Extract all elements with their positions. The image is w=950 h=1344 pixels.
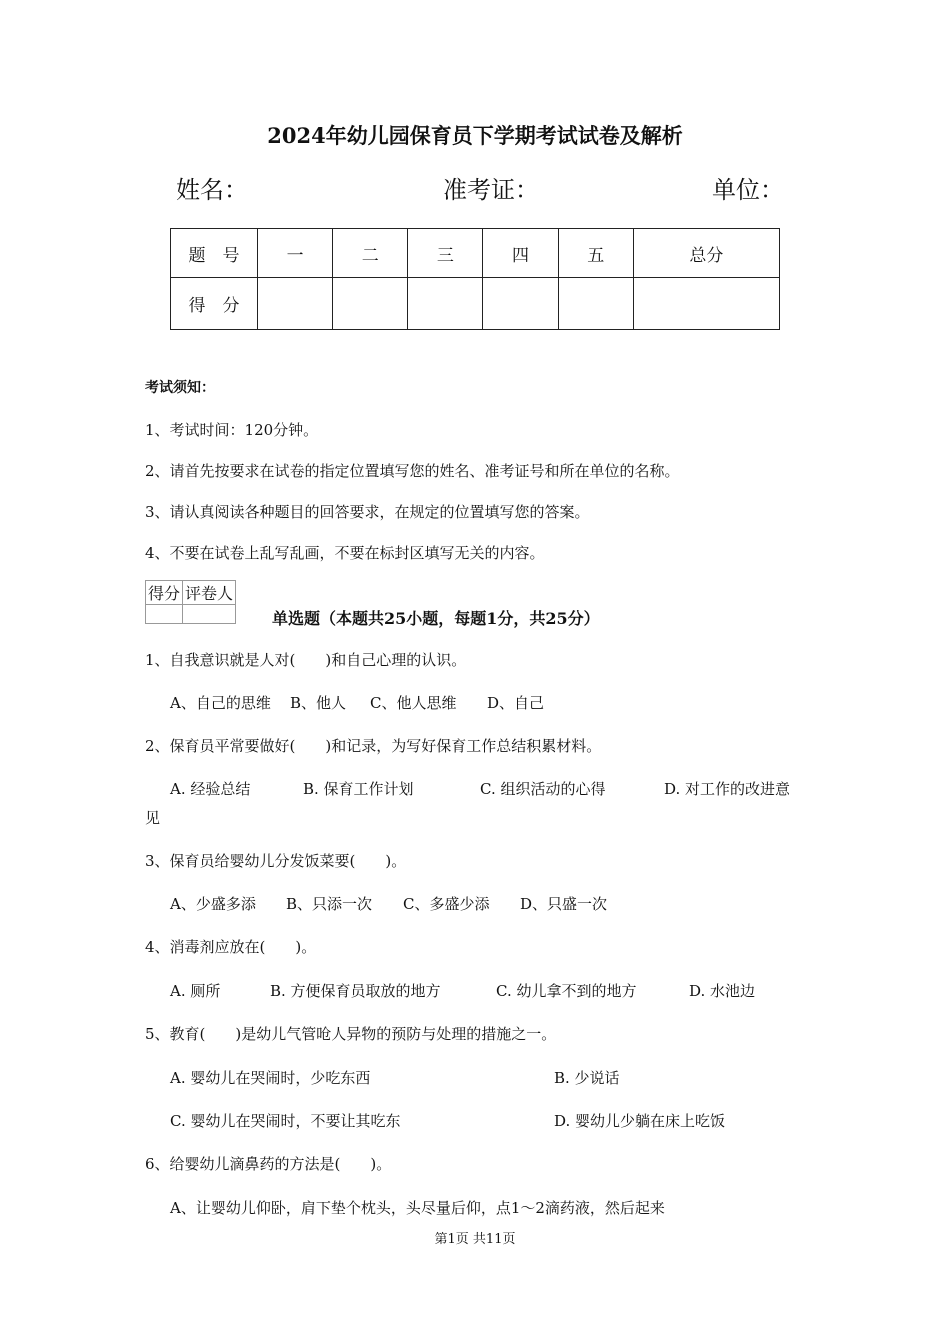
- name-field-label: 姓名：: [176, 176, 248, 204]
- score-table-cell: 五: [558, 229, 633, 278]
- notice-item: 1、考试时间：120分钟。: [145, 421, 319, 439]
- answer-option: A、让婴幼儿仰卧，肩下垫个枕头，头尽量后仰，点1～2滴药液，然后起来: [170, 1199, 665, 1217]
- answer-option: D、只盛一次: [520, 895, 608, 913]
- grader-reviewer-cell[interactable]: [183, 605, 236, 624]
- grader-box: [145, 580, 236, 624]
- exam-id-field-label: 准考证：: [443, 176, 539, 204]
- question-text: 2、保育员平常要做好( )和记录，为写好保育工作总结积累材料。: [145, 737, 602, 755]
- score-table-cell: 题 号: [171, 229, 258, 278]
- answer-option: C、他人思维: [370, 694, 457, 712]
- score-table-score-row: [171, 278, 780, 330]
- answer-option: C. 婴幼儿在哭闹时，不要让其吃东: [170, 1112, 401, 1130]
- answer-option: A、少盛多添: [170, 895, 256, 913]
- score-table-cell: 二: [333, 229, 408, 278]
- answer-option: D. 婴幼儿少躺在床上吃饭: [554, 1112, 726, 1130]
- score-input-cell[interactable]: [633, 278, 779, 330]
- score-table-cell: 得 分: [171, 278, 258, 330]
- answer-option: C、多盛少添: [403, 895, 490, 913]
- score-table: [170, 228, 780, 330]
- question-text: 6、给婴幼儿滴鼻药的方法是( )。: [145, 1155, 392, 1173]
- answer-option: A、自己的思维: [170, 694, 271, 712]
- answer-option: B、只添一次: [286, 895, 373, 913]
- score-input-cell[interactable]: [558, 278, 633, 330]
- answer-option: C. 幼儿拿不到的地方: [496, 982, 637, 1000]
- notice-item: 3、请认真阅读各种题目的回答要求，在规定的位置填写您的答案。: [145, 503, 590, 521]
- score-input-cell[interactable]: [408, 278, 483, 330]
- grader-score-cell[interactable]: [146, 605, 183, 624]
- answer-option: B. 保育工作计划: [303, 780, 414, 798]
- answer-option: C. 组织活动的心得: [480, 780, 606, 798]
- answer-option: A. 经验总结: [170, 780, 251, 798]
- score-table-header-row: [171, 229, 780, 278]
- answer-option: A. 厕所: [170, 982, 221, 1000]
- score-table-cell: 四: [483, 229, 558, 278]
- section-title: 单选题（本题共25小题，每题1分，共25分）: [272, 609, 600, 628]
- score-table-cell: 一: [258, 229, 333, 278]
- answer-option: B. 方便保育员取放的地方: [270, 982, 441, 1000]
- answer-option: B. 少说话: [554, 1069, 620, 1087]
- grader-score-label: 得分: [146, 581, 183, 605]
- score-table-cell: 总分: [633, 229, 779, 278]
- question-text: 4、消毒剂应放在( )。: [145, 938, 317, 956]
- answer-option: D. 水池边: [689, 982, 756, 1000]
- answer-option: D. 对工作的改进意: [664, 780, 791, 798]
- grader-reviewer-label: 评卷人: [183, 581, 236, 605]
- score-input-cell[interactable]: [258, 278, 333, 330]
- notice-heading: 考试须知：: [145, 380, 215, 396]
- answer-option: A. 婴幼儿在哭闹时，少吃东西: [170, 1069, 371, 1087]
- unit-field-label: 单位：: [712, 176, 784, 204]
- score-input-cell[interactable]: [483, 278, 558, 330]
- answer-option-wrap: 见: [145, 809, 161, 827]
- page-footer: 第1页 共11页: [434, 1232, 516, 1247]
- page-title: 2024年幼儿园保育员下学期考试试卷及解析: [267, 123, 683, 148]
- notice-item: 2、请首先按要求在试卷的指定位置填写您的姓名、准考证号和所在单位的名称。: [145, 462, 680, 480]
- score-input-cell[interactable]: [333, 278, 408, 330]
- question-text: 3、保育员给婴幼儿分发饭菜要( )。: [145, 852, 407, 870]
- score-table-cell: 三: [408, 229, 483, 278]
- question-text: 5、教育( )是幼儿气管呛人异物的预防与处理的措施之一。: [145, 1025, 557, 1043]
- question-text: 1、自我意识就是人对( )和自己心理的认识。: [145, 651, 467, 669]
- notice-item: 4、不要在试卷上乱写乱画，不要在标封区填写无关的内容。: [145, 544, 545, 562]
- answer-option: B、他人: [290, 694, 347, 712]
- answer-option: D、自己: [487, 694, 545, 712]
